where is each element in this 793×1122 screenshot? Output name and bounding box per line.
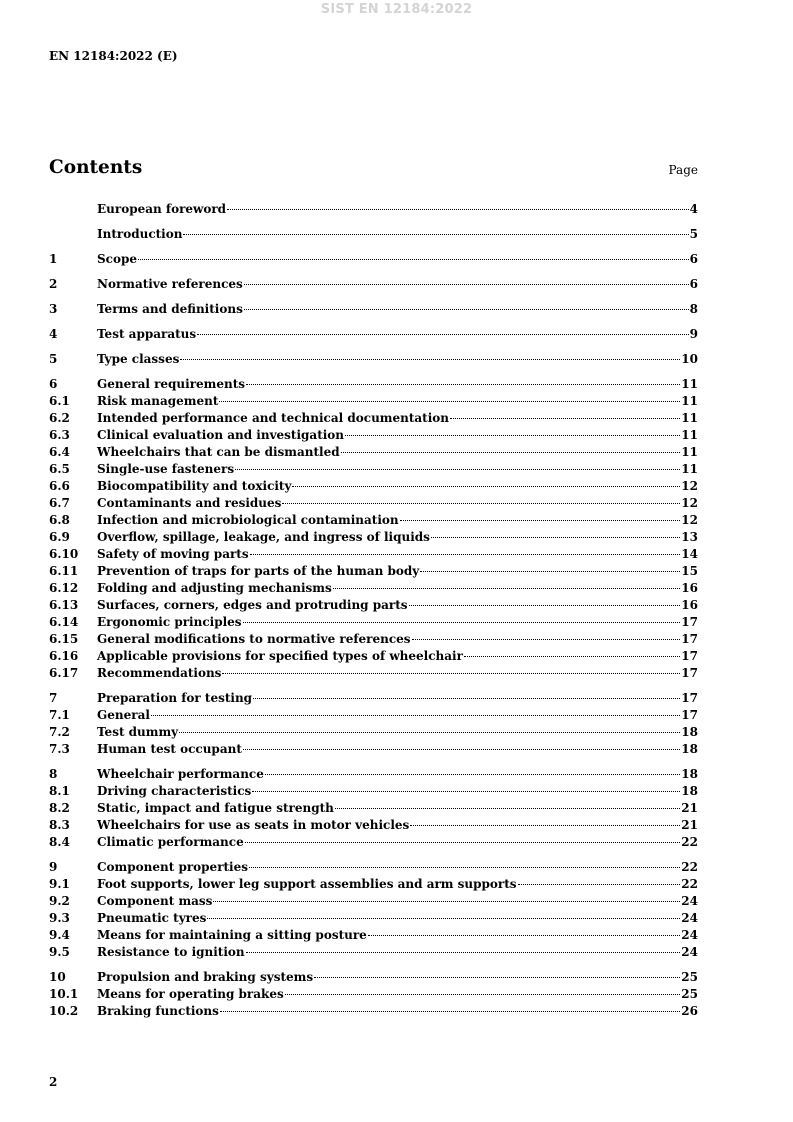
toc-entry-title: Surfaces, corners, edges and protruding parts bbox=[97, 598, 408, 612]
toc-entry[interactable] bbox=[49, 818, 698, 835]
toc-entry-title: Test apparatus bbox=[97, 327, 197, 341]
toc-entry-title: Human test occupant bbox=[97, 742, 242, 756]
toc-entry-number: 8.2 bbox=[49, 801, 70, 815]
toc-dot-leader bbox=[219, 401, 680, 402]
toc-entry-page: 11 bbox=[681, 428, 698, 442]
toc-entry-page: 10 bbox=[681, 352, 698, 366]
toc-entry-number: 6.2 bbox=[49, 411, 70, 425]
toc-entry[interactable] bbox=[49, 894, 698, 911]
toc-entry-title: Normative references bbox=[97, 277, 243, 291]
toc-entry-page: 11 bbox=[681, 377, 698, 391]
toc-entry-page: 25 bbox=[681, 987, 698, 1001]
toc-dot-leader bbox=[227, 209, 689, 210]
toc-entry-title: Wheelchairs that can be dismantled bbox=[97, 445, 340, 459]
toc-entry-title: Prevention of traps for parts of the human body bbox=[97, 564, 420, 578]
toc-entry-title: Wheelchair performance bbox=[97, 767, 264, 781]
toc-entry-title: Test dummy bbox=[97, 725, 179, 739]
toc-entry-number: 4 bbox=[49, 327, 58, 341]
toc-entry-page: 22 bbox=[681, 877, 698, 891]
toc-entry-page: 22 bbox=[681, 860, 698, 874]
toc-entry-number: 9.2 bbox=[49, 894, 70, 908]
toc-entry[interactable] bbox=[49, 352, 698, 369]
toc-entry[interactable] bbox=[49, 202, 698, 219]
toc-entry-number: 6.1 bbox=[49, 394, 70, 408]
toc-dot-leader bbox=[220, 1011, 680, 1012]
toc-entry-title: Preparation for testing bbox=[97, 691, 253, 705]
toc-dot-leader bbox=[213, 901, 680, 902]
page-column-label: Page bbox=[668, 163, 698, 177]
toc-entry[interactable] bbox=[49, 877, 698, 894]
toc-dot-leader bbox=[409, 605, 681, 606]
contents-heading: Contents bbox=[49, 157, 143, 178]
toc-entry-page: 24 bbox=[681, 911, 698, 925]
toc-entry-page: 9 bbox=[689, 327, 698, 341]
toc-entry-title: Pneumatic tyres bbox=[97, 911, 207, 925]
toc-entry[interactable] bbox=[49, 581, 698, 598]
toc-dot-leader bbox=[368, 935, 680, 936]
toc-dot-leader bbox=[250, 554, 681, 555]
toc-entry-number: 6.10 bbox=[49, 547, 79, 561]
toc-entry-number: 6.14 bbox=[49, 615, 79, 629]
toc-entry-number: 8.3 bbox=[49, 818, 70, 832]
toc-entry-page: 24 bbox=[681, 894, 698, 908]
toc-entry-number: 6.12 bbox=[49, 581, 79, 595]
toc-entry-page: 16 bbox=[681, 581, 698, 595]
toc-entry[interactable] bbox=[49, 784, 698, 801]
toc-entry-title: Introduction bbox=[97, 227, 183, 241]
toc-entry-number: 7.3 bbox=[49, 742, 70, 756]
toc-entry-title: Climatic performance bbox=[97, 835, 244, 849]
toc-entry[interactable] bbox=[49, 302, 698, 319]
toc-entry-page: 8 bbox=[689, 302, 698, 316]
toc-entry-number: 8.1 bbox=[49, 784, 70, 798]
toc-entry[interactable] bbox=[49, 860, 698, 877]
toc-entry-page: 17 bbox=[681, 691, 698, 705]
toc-entry-page: 14 bbox=[681, 547, 698, 561]
toc-entry[interactable] bbox=[49, 835, 698, 852]
toc-entry-page: 24 bbox=[681, 945, 698, 959]
toc-entry-page: 17 bbox=[681, 666, 698, 680]
toc-dot-leader bbox=[207, 918, 680, 919]
toc-entry-title: Wheelchairs for use as seats in motor vehicles bbox=[97, 818, 410, 832]
toc-dot-leader bbox=[244, 309, 689, 310]
toc-entry[interactable] bbox=[49, 945, 698, 962]
toc-entry-page: 16 bbox=[681, 598, 698, 612]
toc-entry-page: 17 bbox=[681, 615, 698, 629]
toc-dot-leader bbox=[180, 359, 680, 360]
toc-entry-number: 8 bbox=[49, 767, 58, 781]
toc-entry[interactable] bbox=[49, 277, 698, 294]
toc-entry-page: 5 bbox=[689, 227, 698, 241]
toc-entry[interactable] bbox=[49, 496, 698, 513]
toc-entry-number: 7.1 bbox=[49, 708, 70, 722]
toc-entry-title: Scope bbox=[97, 252, 138, 266]
toc-entry-page: 6 bbox=[689, 277, 698, 291]
toc-entry[interactable] bbox=[49, 513, 698, 530]
toc-dot-leader bbox=[151, 715, 680, 716]
toc-entry-title: Safety of moving parts bbox=[97, 547, 249, 561]
toc-dot-leader bbox=[246, 952, 681, 953]
toc-entry-page: 15 bbox=[681, 564, 698, 578]
toc-entry[interactable] bbox=[49, 911, 698, 928]
toc-dot-leader bbox=[431, 537, 680, 538]
toc-entry-page: 24 bbox=[681, 928, 698, 942]
toc-entry[interactable] bbox=[49, 801, 698, 818]
toc-entry-title: Infection and microbiological contamination bbox=[97, 513, 399, 527]
toc-entry[interactable] bbox=[49, 767, 698, 784]
toc-entry-title: Single-use fasteners bbox=[97, 462, 235, 476]
toc-entry-title: Clinical evaluation and investigation bbox=[97, 428, 345, 442]
toc-entry-page: 12 bbox=[681, 496, 698, 510]
toc-entry-number: 6.9 bbox=[49, 530, 70, 544]
toc-entry-number: 9.1 bbox=[49, 877, 70, 891]
toc-entry[interactable] bbox=[49, 227, 698, 244]
toc-entry-number: 6.6 bbox=[49, 479, 70, 493]
toc-entry-page: 17 bbox=[681, 632, 698, 646]
toc-entry-title: Static, impact and fatigue strength bbox=[97, 801, 334, 815]
toc-entry-page: 12 bbox=[681, 479, 698, 493]
watermark: SIST EN 12184:2022 bbox=[320, 2, 473, 17]
toc-dot-leader bbox=[450, 418, 680, 419]
toc-entry-page: 13 bbox=[681, 530, 698, 544]
toc-entry-number: 6 bbox=[49, 377, 58, 391]
toc-entry-title: Terms and definitions bbox=[97, 302, 243, 316]
toc-entry-number: 3 bbox=[49, 302, 58, 316]
toc-entry-page: 12 bbox=[681, 513, 698, 527]
toc-dot-leader bbox=[282, 503, 680, 504]
toc-entry-number: 10.2 bbox=[49, 1004, 79, 1018]
toc-entry-title: Risk management bbox=[97, 394, 219, 408]
toc-entry-page: 21 bbox=[681, 818, 698, 832]
toc-entry[interactable] bbox=[49, 377, 698, 394]
toc-dot-leader bbox=[179, 732, 680, 733]
toc-entry-page: 18 bbox=[681, 784, 698, 798]
toc-entry-page: 22 bbox=[681, 835, 698, 849]
toc-entry[interactable] bbox=[49, 598, 698, 615]
toc-entry[interactable] bbox=[49, 479, 698, 496]
toc-entry-number: 1 bbox=[49, 252, 58, 266]
toc-entry-number: 9.4 bbox=[49, 928, 70, 942]
toc-entry[interactable] bbox=[49, 564, 698, 581]
toc-entry-number: 9.5 bbox=[49, 945, 70, 959]
toc-entry-number: 6.5 bbox=[49, 462, 70, 476]
toc-dot-leader bbox=[265, 774, 680, 775]
toc-dot-leader bbox=[183, 234, 688, 235]
toc-entry-number: 9 bbox=[49, 860, 58, 874]
toc-entry[interactable] bbox=[49, 327, 698, 344]
toc-entry[interactable] bbox=[49, 649, 698, 666]
toc-dot-leader bbox=[412, 639, 681, 640]
toc-entry[interactable] bbox=[49, 547, 698, 564]
toc-dot-leader bbox=[197, 334, 689, 335]
toc-entry[interactable] bbox=[49, 666, 698, 683]
toc-entry-title: Contaminants and residues bbox=[97, 496, 282, 510]
toc-dot-leader bbox=[518, 884, 681, 885]
toc-entry[interactable] bbox=[49, 1004, 698, 1021]
toc-dot-leader bbox=[341, 452, 681, 453]
toc-dot-leader bbox=[253, 698, 680, 699]
toc-dot-leader bbox=[345, 435, 680, 436]
toc-entry[interactable] bbox=[49, 708, 698, 725]
toc-entry-page: 6 bbox=[689, 252, 698, 266]
toc-entry-page: 11 bbox=[681, 411, 698, 425]
toc-entry-number: 8.4 bbox=[49, 835, 70, 849]
toc-entry-page: 18 bbox=[681, 725, 698, 739]
toc-dot-leader bbox=[333, 588, 681, 589]
document-id: EN 12184:2022 (E) bbox=[49, 49, 178, 63]
toc-entry-page: 17 bbox=[681, 708, 698, 722]
toc-entry-number: 10.1 bbox=[49, 987, 79, 1001]
toc-entry[interactable] bbox=[49, 252, 698, 269]
toc-entry[interactable] bbox=[49, 691, 698, 708]
toc-dot-leader bbox=[285, 994, 681, 995]
toc-dot-leader bbox=[246, 384, 680, 385]
toc-entry-page: 11 bbox=[681, 445, 698, 459]
toc-entry-number: 6.17 bbox=[49, 666, 79, 680]
toc-entry-number: 7 bbox=[49, 691, 58, 705]
toc-entry-title: Applicable provisions for specified types of wheelchair bbox=[97, 649, 463, 663]
toc-dot-leader bbox=[314, 977, 680, 978]
toc-entry[interactable] bbox=[49, 445, 698, 462]
toc-entry-page: 21 bbox=[681, 801, 698, 815]
toc-entry-title: Type classes bbox=[97, 352, 180, 366]
toc-dot-leader bbox=[410, 825, 680, 826]
toc-entry[interactable] bbox=[49, 742, 698, 759]
toc-entry-number: 6.4 bbox=[49, 445, 70, 459]
toc-entry-title: Driving characteristics bbox=[97, 784, 252, 798]
toc-entry-title: Foot supports, lower leg support assemblies and arm supports bbox=[97, 877, 517, 891]
toc-entry-title: Overflow, spillage, leakage, and ingress of liquids bbox=[97, 530, 430, 544]
toc-dot-leader bbox=[245, 842, 681, 843]
toc-entry-title: Propulsion and braking systems bbox=[97, 970, 314, 984]
toc-entry-page: 26 bbox=[681, 1004, 698, 1018]
toc-dot-leader bbox=[235, 469, 680, 470]
toc-entry[interactable] bbox=[49, 632, 698, 649]
toc-entry-title: Component mass bbox=[97, 894, 213, 908]
toc-entry-number: 6.11 bbox=[49, 564, 79, 578]
toc-entry-page: 11 bbox=[681, 394, 698, 408]
toc-entry[interactable] bbox=[49, 462, 698, 479]
toc-dot-leader bbox=[292, 486, 680, 487]
toc-entry-number: 6.7 bbox=[49, 496, 70, 510]
toc-entry-number: 9.3 bbox=[49, 911, 70, 925]
toc-entry-title: Means for maintaining a sitting posture bbox=[97, 928, 367, 942]
toc-dot-leader bbox=[249, 867, 680, 868]
toc-entry-number: 10 bbox=[49, 970, 66, 984]
toc-entry-title: Component properties bbox=[97, 860, 249, 874]
toc-entry-number: 6.16 bbox=[49, 649, 79, 663]
toc-entry[interactable] bbox=[49, 987, 698, 1004]
toc-entry[interactable] bbox=[49, 615, 698, 632]
toc-entry-title: Biocompatibility and toxicity bbox=[97, 479, 292, 493]
toc-entry-title: General modifications to normative references bbox=[97, 632, 411, 646]
toc-entry-title: Intended performance and technical documentation bbox=[97, 411, 449, 425]
toc-dot-leader bbox=[244, 284, 689, 285]
toc-entry-page: 18 bbox=[681, 742, 698, 756]
toc-entry[interactable] bbox=[49, 394, 698, 411]
toc-entry-number: 6.13 bbox=[49, 598, 79, 612]
toc-entry[interactable] bbox=[49, 725, 698, 742]
toc-entry-title: Means for operating brakes bbox=[97, 987, 284, 1001]
toc-entry-number: 5 bbox=[49, 352, 58, 366]
toc-entry-number: 7.2 bbox=[49, 725, 70, 739]
toc-entry-number: 2 bbox=[49, 277, 58, 291]
toc-dot-leader bbox=[138, 259, 689, 260]
table-of-contents bbox=[49, 202, 698, 1021]
toc-entry-page: 4 bbox=[689, 202, 698, 216]
toc-entry-title: European foreword bbox=[97, 202, 227, 216]
toc-entry[interactable] bbox=[49, 411, 698, 428]
toc-dot-leader bbox=[243, 622, 681, 623]
toc-dot-leader bbox=[464, 656, 680, 657]
toc-entry[interactable] bbox=[49, 970, 698, 987]
toc-entry-title: Resistance to ignition bbox=[97, 945, 245, 959]
toc-dot-leader bbox=[222, 673, 680, 674]
toc-entry[interactable] bbox=[49, 428, 698, 445]
toc-dot-leader bbox=[335, 808, 680, 809]
toc-entry-number: 6.15 bbox=[49, 632, 79, 646]
toc-entry-title: Ergonomic principles bbox=[97, 615, 242, 629]
toc-entry-title: Braking functions bbox=[97, 1004, 219, 1018]
toc-entry-title: General requirements bbox=[97, 377, 246, 391]
toc-dot-leader bbox=[252, 791, 680, 792]
page-number: 2 bbox=[49, 1075, 58, 1089]
toc-entry-title: General bbox=[97, 708, 150, 722]
toc-entry-page: 17 bbox=[681, 649, 698, 663]
toc-dot-leader bbox=[243, 749, 680, 750]
toc-entry-page: 11 bbox=[681, 462, 698, 476]
toc-entry-number: 6.3 bbox=[49, 428, 70, 442]
toc-dot-leader bbox=[420, 571, 680, 572]
toc-entry[interactable] bbox=[49, 530, 698, 547]
toc-entry-page: 18 bbox=[681, 767, 698, 781]
toc-dot-leader bbox=[400, 520, 681, 521]
toc-entry-page: 25 bbox=[681, 970, 698, 984]
toc-entry-number: 6.8 bbox=[49, 513, 70, 527]
toc-entry[interactable] bbox=[49, 928, 698, 945]
toc-entry-title: Recommendations bbox=[97, 666, 222, 680]
toc-entry-title: Folding and adjusting mechanisms bbox=[97, 581, 332, 595]
